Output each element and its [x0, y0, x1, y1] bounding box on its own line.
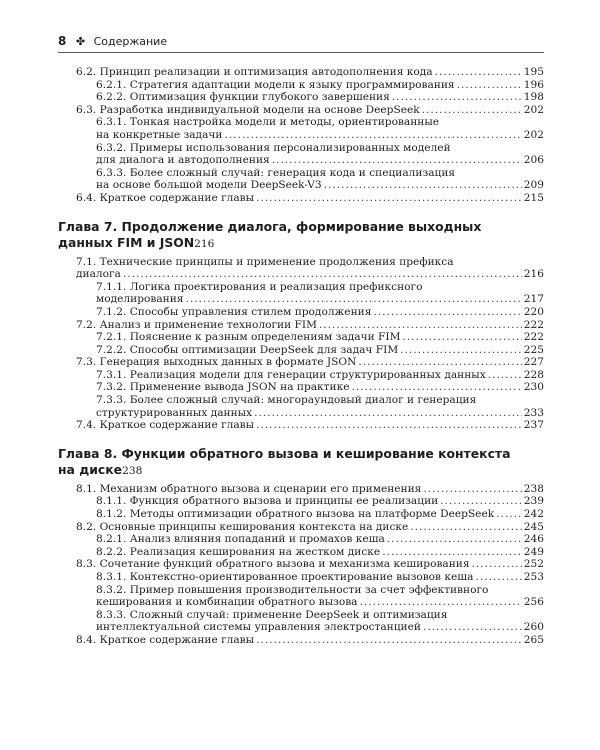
toc-page-number: 202 [523, 128, 544, 141]
dot-leader [400, 344, 522, 357]
toc-subsection-entry[interactable] [58, 281, 544, 306]
toc-subsection-entry[interactable] [58, 142, 544, 167]
toc-page-number: 256 [523, 596, 544, 609]
toc-leader-line [96, 179, 544, 192]
dot-leader [423, 483, 521, 496]
toc-section-entry[interactable] [58, 192, 544, 205]
chapter-heading-8[interactable] [58, 446, 544, 479]
toc-page-number: 238 [523, 482, 544, 495]
dot-leader [496, 508, 522, 521]
toc-subsection-entry[interactable] [58, 394, 544, 419]
toc-subsection-entry[interactable] [58, 91, 544, 104]
toc-leader-line [76, 483, 544, 496]
toc-page-number: 242 [523, 508, 544, 521]
toc-leader-line [96, 508, 544, 521]
toc-page-number: 222 [523, 331, 544, 344]
toc-page-number: 237 [523, 419, 544, 432]
toc-leader-line [96, 621, 544, 634]
toc-leader-line [76, 419, 544, 432]
dot-leader [402, 331, 521, 344]
dot-leader [435, 66, 522, 79]
toc-page-number: 217 [523, 293, 544, 306]
toc-page-number: 239 [523, 495, 544, 508]
toc-section-entry[interactable] [58, 483, 544, 496]
toc-group-top [58, 66, 544, 205]
dot-leader [457, 79, 522, 92]
toc-entry-text: 7.1.1. Логика проектирования и реализация префиксного [96, 280, 423, 293]
toc-leader-line [76, 356, 544, 369]
toc-section-entry[interactable] [58, 521, 544, 534]
toc-subsection-entry[interactable] [58, 79, 544, 92]
toc-subsection-entry[interactable] [58, 495, 544, 508]
toc-entry-text: 8.3. Сочетание функций обратного вызова и механизма кеширования [76, 558, 470, 571]
toc-subsection-entry[interactable] [58, 571, 544, 584]
toc-entry-text: 8.1.1. Функция обратного вызова и принципы ее реализации [96, 495, 439, 508]
toc-subsection-entry[interactable] [58, 609, 544, 634]
toc-subsection-entry[interactable] [58, 331, 544, 344]
toc-entry-text: 7.3.3. Более сложный случай: многораундовый диалог и генерация [96, 394, 477, 407]
toc-entry-text: 6.3.1. Тонкая настройка модели и методы, ориентированные [96, 116, 440, 129]
toc-entry-text: на диске [58, 461, 123, 477]
toc-entry-text: 8.1.2. Методы оптимизации обратного вызова на платформе DeepSeek [96, 508, 495, 521]
toc-page-number: 202 [523, 103, 544, 116]
dot-leader [472, 558, 522, 571]
toc-entry-text: 6.2.2. Оптимизация функции глубокого завершения [96, 91, 390, 104]
toc-entry-text: 7.2.1. Пояснение к разным определениям задачи FIM [96, 331, 401, 344]
page-number: 8 [58, 34, 67, 48]
toc-leader-line [96, 571, 544, 584]
toc-page-number: 246 [523, 533, 544, 546]
toc-leader-line [96, 596, 544, 609]
toc-subsection-entry[interactable] [58, 508, 544, 521]
toc-leader-line [76, 558, 544, 571]
dot-leader [382, 546, 522, 559]
dot-leader [254, 407, 522, 420]
toc-leader-line [96, 91, 544, 104]
toc-entry-text: 7.2.2. Способы оптимизации DeepSeek для задач FIM [96, 343, 399, 356]
dot-leader [256, 419, 522, 432]
toc-leader-line [76, 319, 544, 332]
toc-entry-text: 6.3. Разработка индивидуальной модели на основе DeepSeek [76, 103, 420, 116]
toc-leader-line [96, 129, 544, 142]
toc-leader-line [58, 462, 544, 479]
toc-leader-line [96, 381, 544, 394]
toc-section-entry[interactable] [58, 634, 544, 647]
toc-page-number: 206 [523, 154, 544, 167]
toc-leader-line [96, 293, 544, 306]
toc-page-number: 216 [523, 268, 544, 281]
toc-entry-text: 7.3.1. Реализация модели для генерации структурированных данных [96, 368, 486, 381]
toc-page-number: 198 [523, 91, 544, 104]
toc-subsection-entry[interactable] [58, 369, 544, 382]
toc-page-number: 249 [523, 545, 544, 558]
toc-leader-line [96, 495, 544, 508]
toc-page-number: 233 [523, 406, 544, 419]
toc-leader-line [96, 533, 544, 546]
toc-entry-text: 6.2. Принцип реализации и оптимизация автодополнения кода [76, 66, 433, 78]
toc-page-number: 230 [523, 381, 544, 394]
toc-leader-line [76, 192, 544, 205]
toc-leader-line [76, 634, 544, 647]
toc-subsection-entry[interactable] [58, 533, 544, 546]
toc-group-chapter-7 [58, 256, 544, 432]
toc-section-entry[interactable] [58, 558, 544, 571]
toc-subsection-entry[interactable] [58, 546, 544, 559]
dot-leader [351, 381, 521, 394]
toc-leader-line [58, 235, 544, 252]
toc-entry-text: моделирования [96, 293, 184, 306]
toc-entry-text: Глава 8. Функции обратного вызова и кеширование контекста [58, 445, 511, 461]
toc-leader-line [96, 79, 544, 92]
toc-section-entry[interactable] [58, 256, 544, 281]
dot-leader [410, 521, 521, 534]
toc-page-number: 252 [523, 558, 544, 571]
toc-subsection-entry[interactable] [58, 116, 544, 141]
running-header-title: Содержание [93, 35, 168, 48]
toc-entry-text: на конкретные задачи [96, 128, 223, 141]
dot-leader [423, 621, 522, 634]
toc-leader-line [96, 546, 544, 559]
toc-page-number: 196 [523, 78, 544, 91]
toc-entry-text: 8.2.2. Реализация кеширования на жестком диске [96, 545, 381, 558]
toc-leader-line [96, 344, 544, 357]
dot-leader [256, 634, 522, 647]
toc-entry-text: 6.4. Краткое содержание главы [76, 191, 255, 204]
toc-entry-text: кеширования и комбинации обратного вызова [96, 596, 358, 609]
toc-entry-text: 7.1.2. Способы управления стилем продолжения [96, 305, 372, 318]
toc-entry-text: 7.1. Технические принципы и применение продолжения префикса [76, 255, 454, 268]
toc-page-number: 209 [523, 179, 544, 192]
toc-entry-text: для диалога и автодополнения [96, 154, 270, 167]
toc-section-entry[interactable] [58, 419, 544, 432]
dot-leader [123, 268, 522, 281]
toc-page-number: 228 [523, 368, 544, 381]
dot-leader [224, 129, 521, 142]
toc-leader-line [96, 306, 544, 319]
toc-entry-text: 8.1. Механизм обратного вызова и сценарии его применения [76, 482, 422, 495]
toc-page-number: 238 [122, 464, 143, 477]
toc-leader-line [76, 104, 544, 117]
dot-leader [440, 495, 522, 508]
toc-subsection-entry[interactable] [58, 584, 544, 609]
toc-page-number: 265 [523, 633, 544, 646]
toc-entry-text: 6.2.1. Стратегия адаптации модели к языку программирования [96, 78, 455, 91]
chapter-heading-7[interactable] [58, 219, 544, 252]
toc-leader-line [76, 521, 544, 534]
toc-leader-line [96, 154, 544, 167]
dot-leader [422, 104, 522, 117]
toc-leader-line [96, 331, 544, 344]
toc-entry-text: интеллектуальной системы управления электростанцией [96, 621, 421, 634]
dot-leader [256, 192, 522, 205]
toc-entry-text: Глава 7. Продолжение диалога, формирование выходных [58, 218, 482, 234]
toc-leader-line [76, 66, 544, 79]
toc-page-number: 216 [194, 237, 215, 250]
toc-entry-text: структурированных данных [96, 406, 253, 419]
toc-page-number: 260 [523, 621, 544, 634]
toc-page-number: 245 [523, 520, 544, 533]
toc-section-entry[interactable] [58, 66, 544, 79]
toc-group-chapter-8 [58, 483, 544, 647]
toc-entry-text: 8.2.1. Анализ влияния попаданий и промахов кеша [96, 533, 385, 546]
header-rule [58, 52, 544, 53]
toc-entry-text: 8.3.1. Контекстно-ориентированное проектирование вызовов кеша [96, 571, 474, 583]
dot-leader [185, 293, 521, 306]
toc-leader-line [76, 268, 544, 281]
dot-leader [488, 369, 522, 382]
toc-entry-text: диалога [76, 268, 121, 281]
toc-page-number: 195 [523, 66, 544, 78]
toc-page-number: 253 [523, 571, 544, 583]
toc-leader-line [96, 369, 544, 382]
toc-section-entry[interactable] [58, 356, 544, 369]
toc-entry-text: данных FIM и JSON [58, 234, 195, 250]
dot-leader [475, 571, 521, 584]
dot-leader [359, 596, 521, 609]
ornament-icon: ✤ [75, 35, 86, 48]
toc-subsection-entry[interactable] [58, 306, 544, 319]
dot-leader [392, 91, 522, 104]
toc-entry-text: на основе большой модели DeepSeek-V3 [96, 179, 322, 192]
toc-subsection-entry[interactable] [58, 381, 544, 394]
toc-entry-text: 7.3. Генерация выходных данных в формате JSON [76, 356, 357, 369]
dot-leader [272, 154, 522, 167]
toc-page-number: 222 [523, 318, 544, 331]
dot-leader [387, 533, 522, 546]
toc-entry-text: 6.3.3. Более сложный случай: генерация кода и специализация [96, 166, 456, 179]
toc-page-number: 220 [523, 305, 544, 318]
table-of-contents [58, 66, 544, 647]
dot-leader [373, 306, 521, 319]
toc-page-number: 225 [523, 343, 544, 356]
toc-entry-text: 7.3.2. Применение вывода JSON на практике [96, 381, 350, 394]
toc-section-entry[interactable] [58, 104, 544, 117]
dot-leader [358, 356, 521, 369]
toc-entry-text: 8.2. Основные принципы кеширования контекста на диске [76, 520, 409, 533]
toc-entry-text: 8.4. Краткое содержание главы [76, 633, 255, 646]
toc-entry-text: 7.4. Краткое содержание главы [76, 419, 255, 432]
toc-section-entry[interactable] [58, 319, 544, 332]
toc-page-number: 227 [523, 356, 544, 369]
toc-entry-text: 8.3.2. Пример повышения производительности за счет эффективного [96, 583, 489, 596]
dot-leader [319, 319, 522, 332]
toc-entry-text: 8.3.3. Сложный случай: применение DeepSeek и оптимизация [96, 608, 448, 621]
toc-subsection-entry[interactable] [58, 167, 544, 192]
toc-page-number: 215 [523, 191, 544, 204]
toc-subsection-entry[interactable] [58, 344, 544, 357]
toc-entry-text: 6.3.2. Примеры использования персонализированных моделей [96, 141, 451, 154]
toc-leader-line [96, 407, 544, 420]
dot-leader [324, 179, 522, 192]
toc-entry-text: 7.2. Анализ и применение технологии FIM [76, 318, 317, 331]
